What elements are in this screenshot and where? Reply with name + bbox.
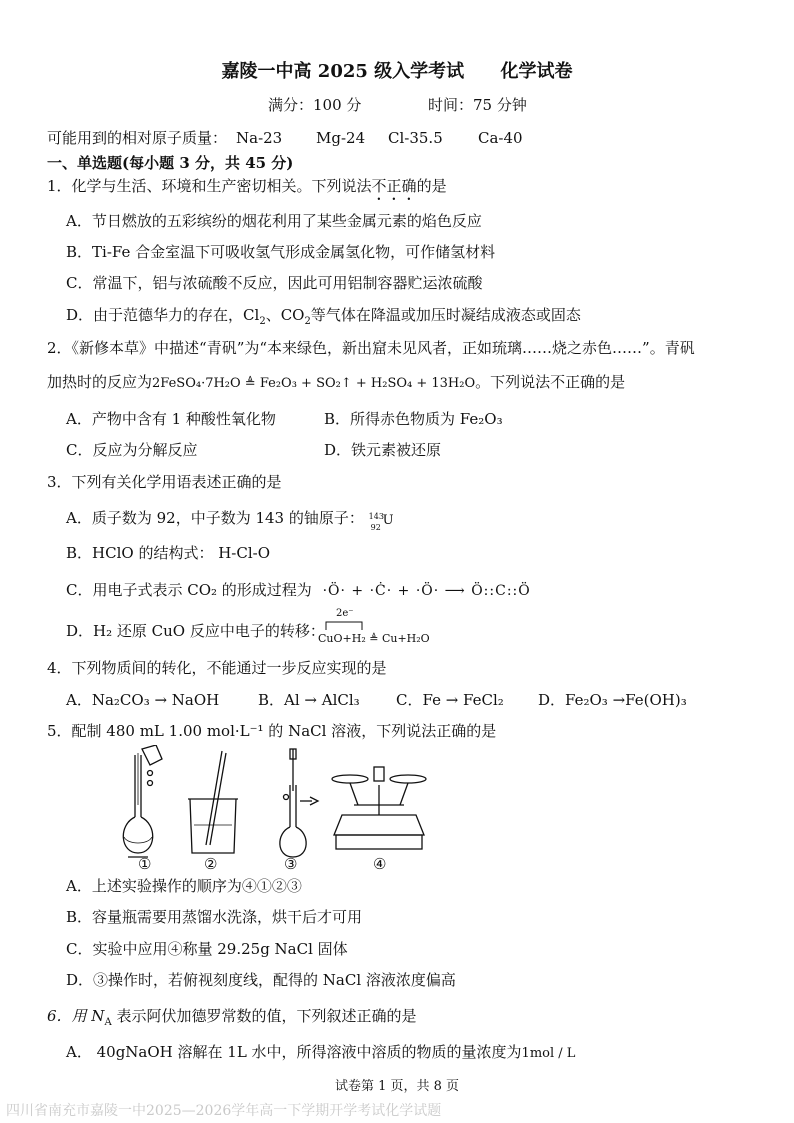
uranium-mass-number: 143 [368, 512, 384, 521]
cuo-h2-equation: CuO+H₂ ≜ Cu+H₂O [318, 632, 430, 645]
q3-option-b[interactable]: B．HClO 的结构式： H-Cl-O [66, 544, 271, 562]
q2-option-c[interactable]: C．反应为分解反应 [66, 441, 198, 459]
atomic-masses [47, 128, 227, 148]
q1-stem-end: 的是 [416, 177, 447, 195]
q3-a-text: A．质子数为 92，中子数为 143 的铀原子： [66, 509, 364, 527]
electron-count: 2e⁻ [336, 608, 354, 619]
q4-option-d[interactable]: D．Fe₂O₃ →Fe(OH)₃ [538, 691, 687, 709]
watermark: 四川省南充市嘉陵一中2025—2026学年高一下学期开学考试化学试题 [6, 1103, 442, 1119]
q6-a-unit: 1mol / L [521, 1046, 576, 1061]
q1-d-part1: D．由于范德华力的存在，Cl [66, 306, 260, 324]
page-title [0, 62, 794, 82]
q2-stem-line2 [47, 372, 625, 394]
uranium-symbol [368, 509, 399, 532]
q2-stem-suffix: 。下列说法不正确的是 [475, 373, 626, 391]
page-footer: 试卷第 1 页，共 8 页 [334, 1079, 460, 1094]
balance-apparatus [332, 767, 426, 849]
flask-pouring-apparatus [123, 745, 162, 857]
q1-d-part3: 等气体在降温或加压时凝结成液态或固态 [310, 306, 581, 324]
q3-c-text: C．用电子式表示 CO₂ 的形成过程为 [66, 581, 312, 599]
mass-na: Na-23 [236, 129, 283, 147]
mass-mg: Mg-24 [316, 129, 366, 147]
q6-stem [47, 1006, 416, 1026]
q5-option-c[interactable]: C．实验中应用④称量 29.25g NaCl 固体 [66, 940, 348, 958]
mass-cl: Cl-35.5 [388, 129, 443, 147]
q3-option-c[interactable] [66, 580, 531, 601]
q2-equation: 2FeSO₄·7H₂O ≜ Fe₂O₃ + SO₂↑ + H₂SO₄ + 13H₂O [152, 376, 476, 391]
electron-transfer-diagram [318, 608, 448, 648]
section-heading: 一、单选题(每小题 3 分，共 45 分) [47, 154, 294, 172]
q1-option-b[interactable]: B．Ti-Fe 合金室温下可吸收氢气形成金属氢化物，可作储氢材料 [66, 243, 496, 261]
q6-stem-rest: 表示阿伏加德罗常数的值，下列叙述正确的是 [111, 1007, 417, 1025]
q6-stem-sub: A [104, 1017, 112, 1028]
q1-stem [47, 176, 447, 204]
q1-option-d[interactable]: D．由于范德华力的存在，$Cl_2$、$CO_2$等气体在降温或加压时凝结成液态或固态 [66, 306, 581, 327]
q5-stem: 5．配制 480 mL 1.00 mol·L⁻¹ 的 NaCl 溶液，下列说法正确的是 [47, 722, 497, 740]
q1-emphasis: 不正确 [371, 177, 417, 195]
q2-option-b[interactable]: B．所得赤色物质为 Fe₂O₃ [324, 410, 503, 428]
q5-option-a[interactable]: A．上述实验操作的顺序为④①②③ [66, 877, 302, 895]
figure-label-3: ③ [284, 855, 298, 873]
q6-a-text: A． 40gNaOH 溶解在 1L 水中，所得溶液中溶质的物质的量浓度为 [66, 1043, 522, 1061]
q3-d-text: D．H₂ 还原 CuO 反应中电子的转移： [66, 622, 325, 640]
figure-label-2: ② [204, 855, 218, 873]
q4-option-a[interactable]: A．Na₂CO₃ → NaOH [66, 691, 220, 709]
q2-option-a[interactable]: A．产物中含有 1 种酸性氧化物 [66, 410, 276, 428]
mass-ca: Ca-40 [478, 129, 523, 147]
q3-stem: 3．下列有关化学用语表述正确的是 [47, 473, 282, 491]
q2-stem-line1: 2．《新修本草》中描述“青矾”为“本来绿色，新出窟未见风者，正如琉璃……烧之赤色……”。青矾 [47, 339, 695, 357]
q3-option-d[interactable] [66, 621, 325, 641]
q4-option-b[interactable]: B．Al → AlCl₃ [258, 691, 360, 709]
beaker-stirring-apparatus [188, 751, 238, 853]
figure-label-1: ① [138, 855, 152, 873]
flask-dropper-apparatus [280, 749, 318, 857]
uranium-letter: U [382, 513, 394, 528]
q1-option-a[interactable]: A．节日燃放的五彩缤纷的烟花利用了某些金属元素的焰色反应 [66, 212, 482, 230]
q3-option-a[interactable] [66, 508, 399, 532]
atomic-masses-label: 可能用到的相对原子质量： [47, 129, 228, 147]
q1-option-c[interactable]: C．常温下，铝与浓硫酸不反应，因此可用铝制容器贮运浓硫酸 [66, 274, 483, 292]
q6-option-a[interactable] [66, 1042, 575, 1064]
q2-option-d[interactable]: D．铁元素被还原 [324, 441, 442, 459]
q1-stem-text: 1．化学与生活、环境和生产密切相关。下列说法 [47, 177, 372, 195]
exam-time: 时间：75 分钟 [428, 96, 527, 114]
q5-option-d[interactable]: D．③操作时，若俯视刻度线，配得的 NaCl 溶液浓度偏高 [66, 971, 456, 989]
q2-stem-prefix: 加热时的反应为 [47, 373, 153, 391]
q6-stem-text: 6．用 N [47, 1007, 105, 1025]
co2-electron-formula: ·Ö· + ·Ċ· + ·Ö· ⟶ Ö::C::Ö [322, 583, 531, 599]
figure-label-4: ④ [373, 855, 387, 873]
q1-d-part2: 、CO [265, 306, 305, 324]
full-score: 满分：100 分 [268, 96, 362, 114]
q5-option-b[interactable]: B．容量瓶需要用蒸馏水洗涤，烘干后才可用 [66, 908, 363, 926]
subject-title: 化学试卷 [500, 61, 573, 82]
exam-title: 嘉陵一中高 2025 级入学考试 [221, 61, 465, 82]
q4-option-c[interactable]: C．Fe → FeCl₂ [396, 691, 504, 709]
uranium-atomic-number: 92 [370, 523, 381, 532]
q4-stem: 4．下列物质间的转化，不能通过一步反应实现的是 [47, 659, 387, 677]
